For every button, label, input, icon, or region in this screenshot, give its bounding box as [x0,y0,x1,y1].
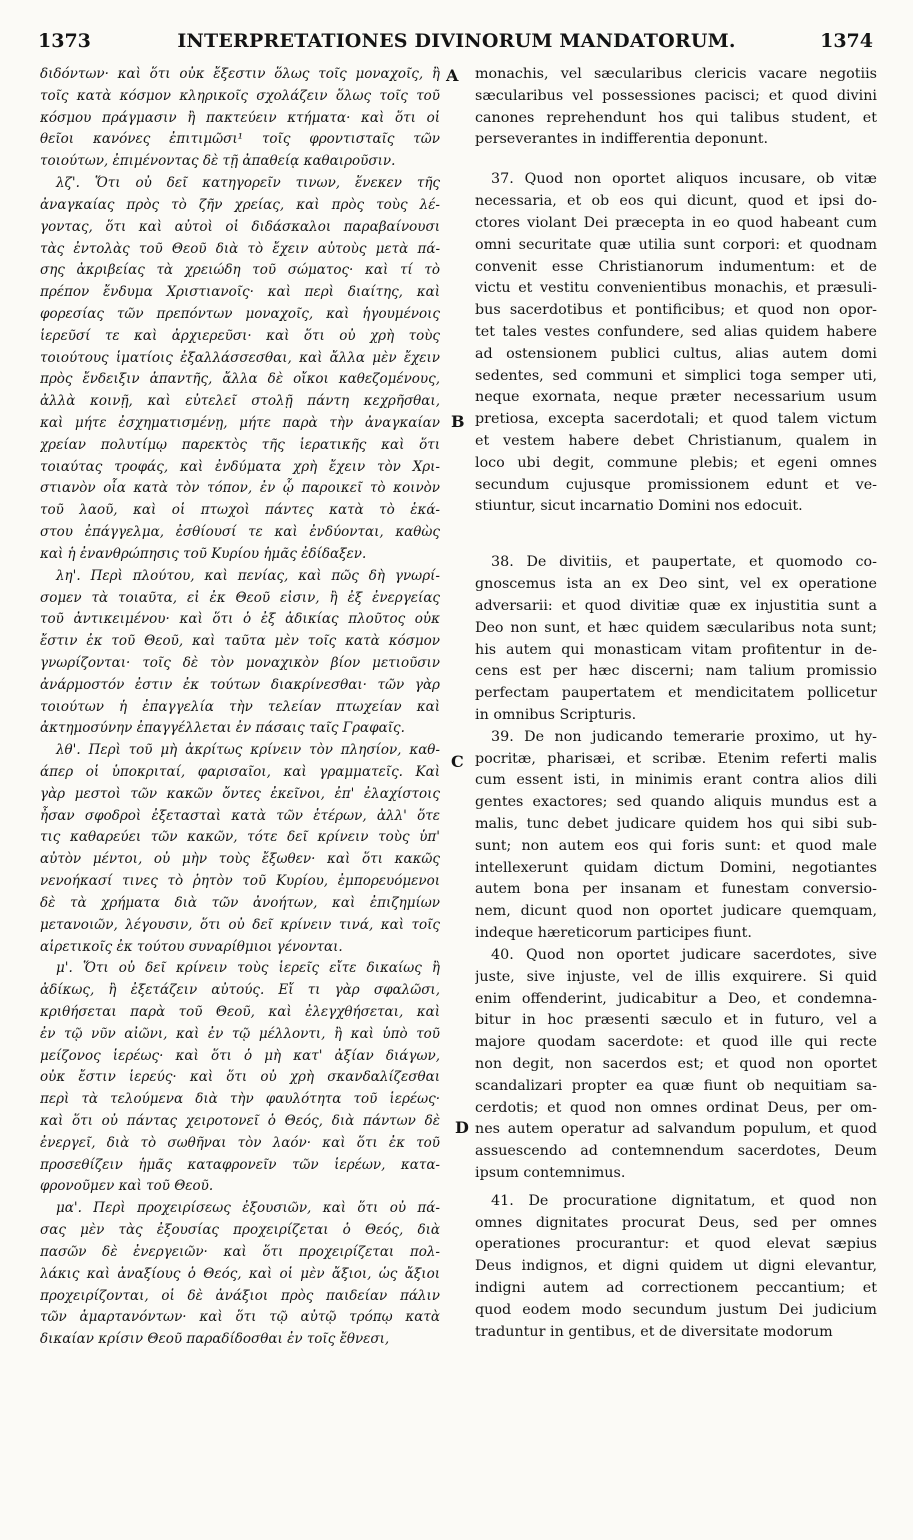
greek-text-line: οὐκ ἔστιν ἱερεύς· καὶ ὅτι οὐ χρὴ σκανδαλίζεσθαι [40,1069,440,1086]
greek-text-line: λη'. Περὶ πλούτου, καὶ πενίας, καὶ πῶς δὴ γνωρί- [56,567,440,584]
greek-text-line: τοιούτων, ἐπιμένοντας δὲ τῇ ἀπαθείᾳ καθαιροῦσιν. [40,153,396,170]
margin-marker-d: D [455,1118,469,1137]
latin-text-line: necessaria, et ob eos qui dicunt, quod et ipsi do- [475,193,877,210]
latin-text-line: nem, dicunt quod non oportet judicare quemquam, [475,903,877,920]
latin-text-line: monachis, vel sæcularibus clericis vacare negotiis [475,66,877,82]
latin-text-line: ctores violant Dei præcepta in eo quod habeant cum [475,214,877,231]
greek-text-line: πρέπον ἔνδυμα Χριστιανοῖς· καὶ περὶ διαίτης, καὶ [40,284,440,301]
greek-text-line: πρὸς ἔνδειξιν ἁπαντῆς, ἄλλα δὲ οἴκοι καθεζομένους, [40,371,440,388]
latin-text-line: non degit, non sacerdos est; et quod non oportet [475,1055,877,1072]
latin-text-line: perfectam paupertatem et mendicitatem pollicetur [475,685,877,702]
latin-text-line: Deus indignos, et digni quidem ut digni elevantur, [475,1258,877,1275]
greek-text-line: στου ἐπάγγελμα, ἐσθίουσί τε καὶ ἐνδύονται, καθὼς [40,524,440,541]
greek-text-line: καὶ ὅτι οὐ πάντας χειροτονεῖ ὁ Θεός, διὰ πάντων δὲ [40,1113,440,1129]
latin-text-line: sunt; non autem eos qui foris sunt: et quod male [475,837,877,854]
latin-text-line: sæcularibus vel possessiones pacisci; et quod divini [475,87,877,104]
page-header [0,0,913,52]
greek-text-line: προσεθίζειν ἡμᾶς καταφρονεῖν τῶν ἱερέων, κατα- [40,1156,440,1173]
greek-text-line: δὲ τὰ χρήματα διὰ τῶν ἀνοήτων, καὶ ἐπιζημίων [40,894,440,911]
greek-text-line: μείζονος ἱερέως· καὶ ὅτι ὁ μὴ κατ' ἀξίαν διάγων, [40,1047,440,1064]
latin-text-line: intellexerunt quidam dictum Domini, negotiantes [475,859,877,876]
page-number-left: 1373 [38,30,91,52]
latin-text-line: nes autem operatur ad salvandum populum, et quod [475,1121,877,1138]
latin-text-line: secundum cujusque promissionem edunt et ve- [475,476,877,493]
latin-text-line: juste, sive injuste, vel de illis exquirere. Si quid [475,968,877,985]
greek-text-line: νενοήκασί τινες τὸ ῥητὸν τοῦ Κυρίου, ἐμπορευόμενοι [40,873,440,890]
greek-text-line: γνωρίζονται· τοῖς δὲ τὸν μοναχικὸν βίον μετιοῦσιν [40,654,440,671]
greek-text-line: τοῦ λαοῦ, καὶ οἱ πτωχοὶ πάντες κατὰ τὸ ἑκά- [40,502,440,519]
paragraph-gap [475,518,877,552]
greek-text-line: ἐν τῷ νῦν αἰῶνι, καὶ ἐν τῷ μέλλοντι, ἢ καὶ ὑπὸ τοῦ [40,1025,440,1042]
latin-text-line: bus sacerdotibus et pontificibus; et quod non opor- [475,302,877,319]
greek-text-line: μ'. Ὅτι οὐ δεῖ κρίνειν τοὺς ἱερεῖς εἴτε δικαίως ἢ [56,960,440,977]
latin-text-line: et vestem habere debet Christianum, qualem in [475,433,877,449]
latin-text-line: cum essent isti, in minimis erant contra alios dili [475,772,877,789]
greek-text-line: γοντας, ὅτι καὶ αὐτοὶ οἱ διδάσκαλοι παραβαίνουσι [40,218,440,235]
greek-text-line: σας μὲν τὰς ἐξουσίας προχειρίζεται ὁ Θεός, διὰ [40,1222,440,1239]
greek-column [40,64,440,1351]
greek-text-line: στιανὸν οἷα κατὰ τὸν τόπον, ἐν ᾧ παροικεῖ τὸ κοινὸν [40,480,440,497]
greek-text-line: ἱερεῦσί τε καὶ ἀρχιερεῦσι· καὶ ὅτι οὐ χρὴ τοὺς [40,327,440,344]
greek-text-line: ἀνάρμοστόν ἐστιν ἐκ τούτων διακρίνεσθαι· τῶν γὰρ [40,676,440,693]
latin-text-line: omnes dignitates procurat Deus, sed per omnes [475,1214,877,1231]
latin-text-line: gnoscemus ista an ex Deo sint, vel ex operatione [475,576,877,593]
greek-text-line: σης ἀκριβείας τὰ χρειώδη τοῦ σώματος· καὶ τί τὸ [40,262,440,279]
greek-text-line: μα'. Περὶ προχειρίσεως ἐξουσιῶν, καὶ ὅτι οὐ πά- [56,1200,440,1217]
greek-text-line: λζ'. Ὅτι οὐ δεῖ κατηγορεῖν τινων, ἕνεκεν τῆς [56,175,440,192]
latin-text-line: Deo non sunt, et hæc quidem sæcularibus nota sunt; [475,619,877,636]
latin-text-line: in omnibus Scripturis. [475,706,637,723]
greek-text-line: ἀδίκως, ἢ ἐξετάζειν αὐτούς. Εἴ τι γὰρ σφαλῶσι, [40,982,440,999]
latin-text-line: scandalizari propter ea quæ fiunt ob nequitiam sa- [475,1077,877,1094]
greek-text-line: διδόντων· καὶ ὅτι οὐκ ἔξεστιν ὅλως τοῖς μοναχοῖς, ἢ [40,66,440,82]
latin-text-line: traduntur in gentibus, et de diversitate modorum [475,1323,833,1340]
latin-text-line: canones reprehendunt hos qui talibus student, et [475,109,877,126]
greek-text-line: τῶν ἁμαρτανόντων· καὶ ὅτι τῷ αὐτῷ τρόπῳ κατὰ [40,1309,440,1326]
greek-text-line: άπερ οἱ ὑποκριταί, φαρισαῖοι, καὶ γραμματεῖς. Καὶ [40,764,440,780]
greek-text-line: τοιαύτας τροφάς, καὶ ἐνδύματα χρὴ ἔχειν τὸν Χρι- [40,458,440,475]
greek-text-line: αἱρετικοῖς ἐκ τούτου συναρίθμιοι γένονται. [40,938,343,955]
latin-text-line: loco ubi degit, commune plebis; et egeni omnes [475,454,877,471]
latin-text-line: sedentes, sed communi et simplici toga semper uti, [475,367,877,384]
latin-text-line: his autem qui monasticam vitam profitentur in de- [475,641,877,658]
margin-marker-a: A [446,66,459,85]
greek-text-line: πασῶν δὲ ἐνεργειῶν· καὶ ὅτι προχειρίζεται πολ- [40,1243,440,1260]
latin-text-line: gentes exactores; sed quando aliquis mundus est a [475,794,877,811]
greek-text-line: τις καθαρεύει τῶν κακῶν, τότε δεῖ κρίνειν τοὺς ὑπ' [40,829,440,846]
latin-column [475,64,877,1344]
greek-text-line: λθ'. Περὶ τοῦ μὴ ἀκρίτως κρίνειν τὸν πλησίον, καθ- [56,742,440,759]
latin-text-line: adversarii: et quod divitiæ quæ ex injustitia sunt a [475,597,877,614]
latin-text-line: cerdotis; et quod non omnes ordinat Deus, per om- [475,1099,877,1116]
latin-text-line: ipsum contemnimus. [475,1165,626,1181]
greek-text-line: σομεν τὰ τοιαῦτα, εἰ ἐκ Θεοῦ εἰσιν, ἢ ἐξ ἐνεργείας [40,589,440,606]
greek-text-line: τοῖς κατὰ κόσμον κληρικοῖς σχολάζειν ὅλως τοῖς τοῦ [40,87,440,104]
latin-text-line: 37. Quod non oportet aliquos incusare, ob vitæ [491,171,877,188]
greek-text-line: ἀκτημοσύνην ἐπαγγέλλεται ἐν πάσαις ταῖς Γραφαῖς. [40,720,405,737]
page-number-right: 1374 [820,30,873,52]
latin-text-line: malis, tunc debet judicare quidem hos qui sibi sub- [475,816,877,832]
latin-text-line: bitur in hoc præsenti sæculo et in futuro, vel a [475,1012,877,1029]
latin-text-line: pretiosa, excepta sacerdotali; et quod talem victum [475,411,877,428]
greek-text-line: ἦσαν σφοδροὶ ἐξετασταὶ κατὰ τῶν ἑτέρων, ἀλλ' ὅτε [40,807,440,824]
running-title: INTERPRETATIONES DIVINORUM MANDATORUM. [177,30,736,52]
margin-marker-c: C [451,752,464,771]
latin-text-line: ad ostensionem publici cultus, alias autem domi [475,345,877,362]
greek-text-line: δικαίαν κρίσιν Θεοῦ παραδίδοσθαι ἐν τοῖς ἔθνεσι, [40,1331,390,1348]
greek-text-line: τοιούτους ἱματίοις ἐξαλλάσσεσθαι, καὶ ἄλλα μὲν ἔχειν [40,349,440,366]
greek-text-line: χρείαν πολυτίμῳ παρεκτὸς τῆς ἱερατικῆς καὶ ὅτι [40,436,440,453]
greek-text-line: καὶ μήτε ἐσχηματισμένῃ, μήτε παρὰ τὴν ἀναγκαίαν [40,415,440,431]
paragraph-gap [475,151,877,169]
greek-text-line: τοιούτων ἡ ἐπαγγελία τὴν τελείαν πτωχείαν καὶ [40,698,440,715]
greek-text-line: κριθήσεται παρὰ τοῦ Θεοῦ, καὶ ἐλεγχθήσεται, καὶ [40,1003,440,1020]
latin-text-line: indigni autem ad correctionem peccantium; et [475,1280,877,1297]
greek-text-line: τοῦ ἀντικειμένου· καὶ ὅτι ὁ ἐξ ἀδικίας πλοῦτος οὐκ [40,611,440,628]
latin-text-line: stiuntur, sicut incarnatio Domini nos edocuit. [475,498,803,515]
greek-text-line: ἔστιν ἐκ τοῦ Θεοῦ, καὶ ταῦτα μὲν τοῖς κατὰ κόσμον [40,633,440,650]
latin-text-line: convenit esse Christianorum indumentum: et de [475,258,877,275]
latin-text-line: 38. De divitiis, et paupertate, et quomodo co- [491,554,877,571]
latin-text-line: tet tales vestes confundere, sed alias quidem habere [475,323,877,340]
latin-text-line: pocritæ, pharisæi, et scribæ. Etenim referti malis [475,750,877,767]
greek-text-line: περὶ τὰ τελούμενα διὰ τὴν φαυλότητα τοῦ ἱερέως· [40,1091,440,1108]
greek-text-line: γὰρ μεστοὶ τῶν κακῶν ὄντες ἐκεῖνοι, ἐπ' ἐλαχίστοις [40,785,440,802]
greek-text-line: αὐτὸν μέντοι, οὐ μὴν τοὺς ἔξωθεν· καὶ ὅτι κακῶς [40,851,440,868]
greek-text-line: φρονοῦμεν καὶ τοῦ Θεοῦ. [40,1178,214,1195]
latin-text-line: 41. De procuratione dignitatum, et quod non [491,1192,877,1209]
latin-text-line: victu et vestitu convenientibus monachis, et præsuli- [475,280,877,297]
latin-text-line: autem bona per insanam et funestam conversio- [475,881,877,898]
greek-text-line: ἀλλὰ κοινῇ, καὶ εὐτελεῖ στολῇ πάντη κεχρῆσθαι, [40,393,440,410]
latin-text-line: assuescendo ad contemnendum sacerdotes, Deum [475,1143,877,1160]
latin-text-line: indeque hæreticorum participes fiunt. [475,925,752,942]
latin-text-line: perseverantes in indifferentia deponunt. [475,131,769,148]
greek-text-line: ἀναγκαίας πρὸς τὸ ζῆν χρείας, καὶ πρὸς τοὺς λέ- [40,196,440,213]
latin-text-line: majore quodam sacerdote: et quod ille qui recte [475,1034,877,1051]
latin-text-line: quod eodem modo secundum justum Dei judicium [475,1301,877,1318]
latin-text-line: 39. De non judicando temerarie proximo, ut hy- [491,728,877,745]
latin-text-line: omni securitate quæ utilia sunt corpori: et quodnam [475,236,877,253]
greek-text-line: λάκις καὶ ἀναξίους ὁ Θεός, καὶ οἱ μὲν ἄξιοι, ὡς ἄξιοι [40,1265,440,1282]
latin-text-line: operationes procurantur: et quod elevat sæpius [475,1236,877,1253]
greek-text-line: ἐνεργεῖ, διὰ τὸ σωθῆναι τὸν λαόν· καὶ ὅτι ἐκ τοῦ [40,1134,440,1151]
greek-text-line: κόσμου πράγμασιν ἢ πακτεύειν κτήματα· καὶ ὅτι οἱ [40,109,440,126]
latin-text-line: cens est per hæc discerni; nam talium promissio [475,663,877,680]
latin-text-line: 40. Quod non oportet judicare sacerdotes, sive [491,946,877,963]
greek-text-line: προχειρίζονται, οἱ δὲ ἀνάξιοι πρὸς παιδείαν πάλιν [40,1287,440,1304]
greek-text-line: θεῖοι κανόνες ἐπιτιμῶσι¹ τοῖς φροντισταῖς τῶν [40,131,440,148]
latin-text-line: enim offenderint, judicabitur a Deo, et condemna- [475,990,877,1007]
latin-text-line: neque exornata, neque præter necessarium usum [475,389,877,406]
greek-text-line: τὰς ἐντολὰς τοῦ Θεοῦ διὰ τὸ ἔχειν αὐτοὺς μετὰ πά- [40,240,440,257]
greek-text-line: μετανοιῶν, λέγουσιν, ὅτι οὐ δεῖ κρίνειν τινά, καὶ τοῖς [40,916,440,933]
margin-marker-b: B [451,412,465,431]
greek-text-line: καὶ ἡ ἐνανθρώπησις τοῦ Κυρίου ἡμᾶς ἐδίδαξεν. [40,545,367,562]
greek-text-line: φορεσίας τῶν πρεπόντων μοναχοῖς, καὶ ἡγουμένοις [40,305,440,322]
